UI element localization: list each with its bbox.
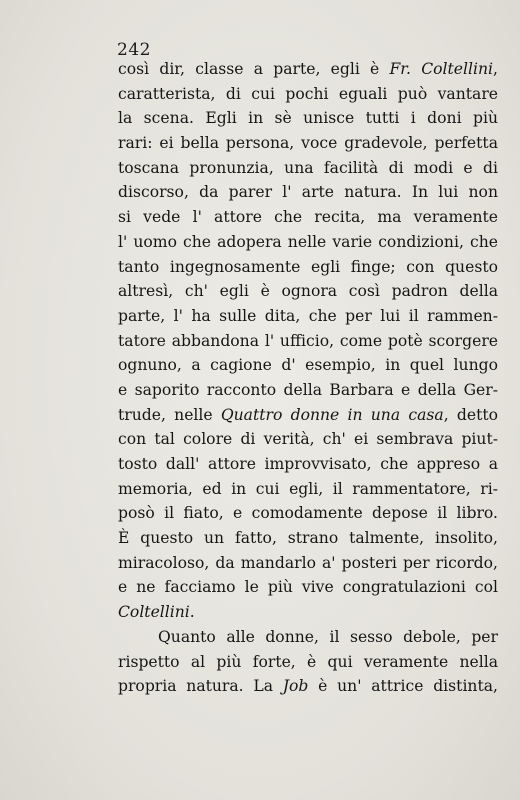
text-line	[118, 82, 498, 107]
text-line	[118, 230, 498, 255]
text-line	[118, 57, 498, 82]
text-line	[118, 353, 498, 378]
text-run: tanto ingegnosamente egli finge; con questo	[118, 257, 498, 276]
text-run: trude, nelle	[118, 405, 221, 424]
text-run: posò il fiato, e comodamente depose il libro.	[118, 504, 498, 523]
text-line	[118, 378, 498, 403]
text-run: tosto dall' attore improvvisato, che appreso a	[118, 455, 498, 473]
text-run: Quanto alle donne, il sesso debole, per	[158, 627, 498, 646]
text-run: rari: ei bella persona, voce gradevole, perfetta	[118, 134, 498, 153]
text-line	[118, 255, 498, 280]
text-run: ,	[493, 60, 498, 78]
text-line	[118, 279, 498, 304]
text-line	[118, 106, 498, 131]
text-line	[118, 304, 498, 329]
text-run: , detto	[443, 405, 498, 424]
text-run: .	[189, 603, 195, 622]
text-run: parte, l' ha sulle dita, che per lui il rammen-	[118, 306, 498, 325]
text-line	[118, 329, 498, 354]
text-run: tatore abbandona l' ufficio, come potè scorgere	[118, 331, 498, 350]
text-run: toscana pronunzia, una facilità di modi e di	[118, 158, 498, 177]
text-run: rispetto al più forte, è qui veramente nella	[118, 652, 498, 671]
body-text	[118, 57, 498, 699]
text-run: miracoloso, da mandarlo a' posteri per ricordo,	[118, 553, 498, 572]
text-run: È questo un fatto, strano talmente, insolito,	[118, 529, 498, 548]
text-line	[118, 625, 498, 650]
text-run: così dir, classe a parte, egli è	[118, 60, 390, 78]
text-run: caratterista, di cui pochi eguali può vantare	[118, 84, 498, 103]
italic-text: Fr. Coltellini	[389, 60, 494, 78]
text-run: memoria, ed in cui egli, il rammentatore, ri-	[118, 479, 498, 498]
text-line	[118, 551, 498, 576]
italic-text: Job	[282, 677, 309, 696]
text-line	[118, 600, 498, 625]
text-run: si vede l' attore che recita, ma veramente	[118, 208, 498, 227]
text-run: è un' attrice distinta,	[308, 677, 498, 696]
text-line	[118, 205, 498, 230]
text-run: ognuno, a cagione d' esempio, in quel lungo	[118, 356, 498, 375]
page-number: 242	[117, 40, 151, 60]
text-run: l' uomo che adopera nelle varie condizioni, che	[118, 232, 498, 251]
text-line	[118, 674, 498, 699]
text-line	[118, 650, 498, 675]
text-run: propria natura. La	[118, 677, 283, 696]
text-line	[118, 180, 498, 205]
text-line	[118, 403, 498, 428]
text-run: la scena. Egli in sè unisce tutti i doni più	[118, 109, 498, 128]
text-line	[118, 452, 498, 477]
text-line	[118, 156, 498, 181]
italic-text: Quattro donne in una casa	[220, 405, 444, 424]
text-run: discorso, da parer l' arte natura. In lui non	[118, 183, 498, 202]
text-line	[118, 526, 498, 551]
text-line	[118, 501, 498, 526]
italic-text: Coltellini	[118, 603, 190, 622]
text-line	[118, 131, 498, 156]
text-line	[118, 427, 498, 452]
text-run: altresì, ch' egli è ognora così padron della	[118, 282, 498, 301]
text-run: e saporito racconto della Barbara e della Ger-	[118, 380, 498, 399]
text-run: e ne facciamo le più vive congratulazioni col	[118, 578, 498, 597]
text-line	[118, 575, 498, 600]
text-run: con tal colore di verità, ch' ei sembrava piut-	[118, 430, 498, 449]
text-line	[118, 477, 498, 502]
